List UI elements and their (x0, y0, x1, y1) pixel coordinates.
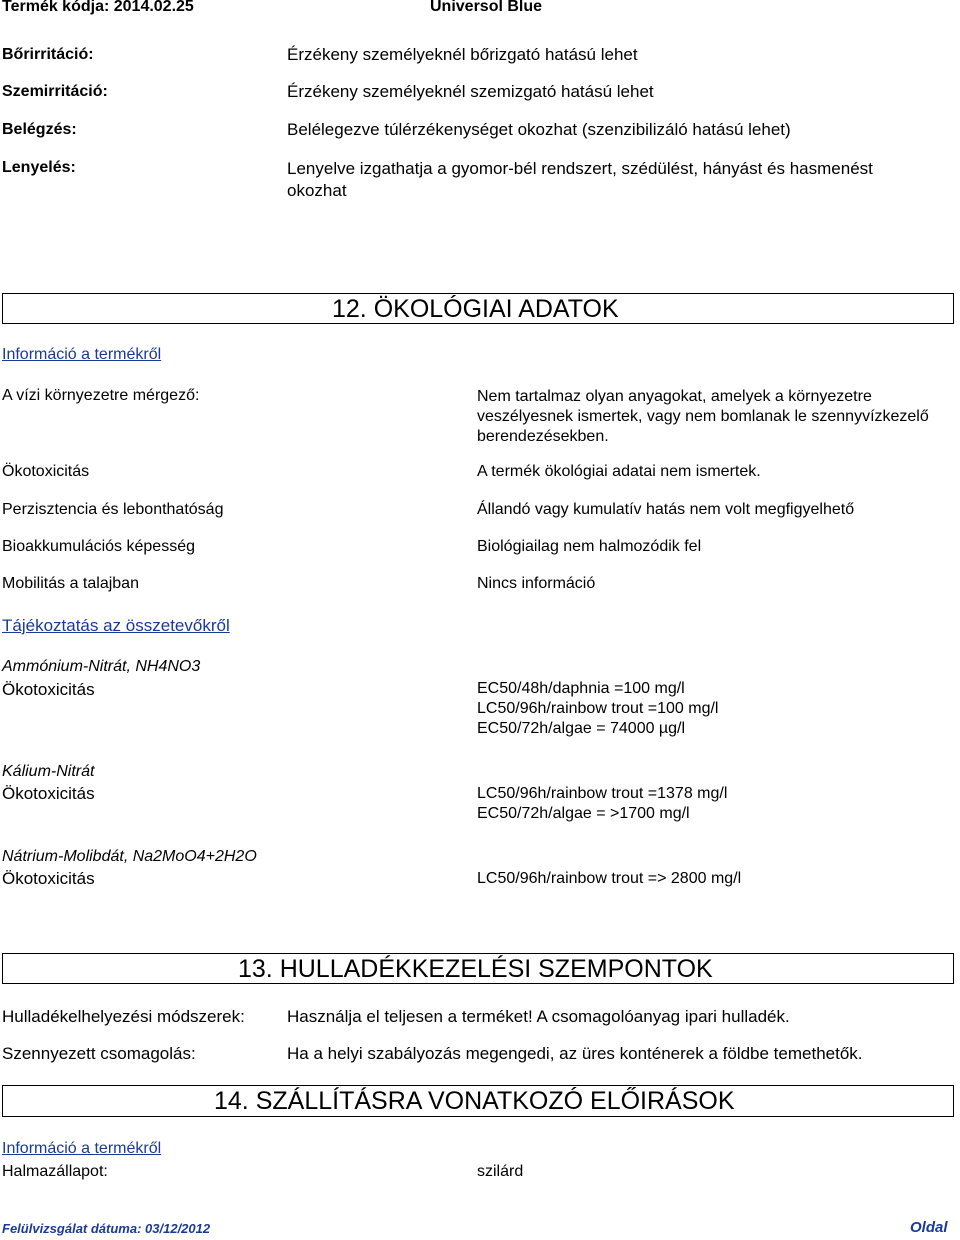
component-value: LC50/96h/rainbow trout =100 mg/l (477, 700, 719, 717)
product-code: Termék kódja: 2014.02.25 (2, 0, 194, 15)
component-name: Kálium-Nitrát (2, 763, 95, 780)
component-value: EC50/72h/algae = >1700 mg/l (477, 805, 690, 822)
section-12-title: 12. ÖKOLÓGIAI ADATOK (332, 295, 619, 323)
exposure-value-skin: Érzékeny személyeknél bőrizgató hatású lehet (287, 45, 638, 64)
state-label: Halmazállapot: (2, 1163, 108, 1180)
eco-label-persistence: Perzisztencia és lebonthatóság (2, 501, 224, 518)
waste-value-methods: Használja el teljesen a terméket! A csomagolóanyag ipari hulladék. (287, 1007, 790, 1026)
waste-label-methods: Hulladékelhelyezési módszerek: (2, 1007, 245, 1026)
section-13-title: 13. HULLADÉKKEZELÉSI SZEMPONTOK (238, 955, 713, 983)
component-name: Ammónium-Nitrát, NH4NO3 (2, 658, 201, 675)
waste-value-packaging: Ha a helyi szabályozás megengedi, az üres konténerek a földbe temethetők. (287, 1044, 863, 1063)
revision-date: Felülvizsgálat dátuma: 03/12/2012 (2, 1221, 211, 1236)
transport-product-info-heading: Információ a termékről (2, 1140, 162, 1157)
section-14-title: 14. SZÁLLÍTÁSRA VONATKOZÓ ELŐIRÁSOK (214, 1087, 735, 1115)
component-value: LC50/96h/rainbow trout =1378 mg/l (477, 785, 728, 802)
eco-value-bioaccumulation: Biológiailag nem halmozódik fel (477, 538, 702, 555)
exposure-label-skin: Bőrirritáció: (2, 46, 94, 63)
component-value: LC50/96h/rainbow trout => 2800 mg/l (477, 870, 742, 887)
eco-label-bioaccumulation: Bioakkumulációs képesség (2, 538, 195, 555)
exposure-label-ingestion: Lenyelés: (2, 159, 76, 176)
page-label: Oldal (910, 1219, 948, 1236)
eco-value-ecotoxicity: A termék ökológiai adatai nem ismertek. (477, 463, 761, 480)
exposure-label-inhalation: Belégzés: (2, 121, 77, 138)
product-name: Universol Blue (430, 0, 543, 15)
waste-label-packaging: Szennyezett csomagolás: (2, 1044, 196, 1063)
eco-label-ecotoxicity: Ökotoxicitás (2, 463, 90, 480)
eco-label-aquatic: A vízi környezetre mérgező: (2, 387, 200, 404)
component-name: Nátrium-Molibdát, Na2MoO4+2H2O (2, 848, 257, 865)
component-value: EC50/72h/algae = 74000 µg/l (477, 720, 686, 737)
eco-label-mobility: Mobilitás a talajban (2, 575, 139, 592)
exposure-label-eye: Szemirritáció: (2, 83, 108, 100)
state-value: szilárd (477, 1163, 524, 1180)
exposure-value-inhalation: Belélegezve túlérzékenységet okozhat (szenzibilizáló hatású lehet) (287, 120, 791, 139)
component-value: EC50/48h/daphnia =100 mg/l (477, 680, 685, 697)
exposure-value-eye: Érzékeny személyeknél szemizgató hatású lehet (287, 82, 654, 101)
product-info-heading: Információ a termékről (2, 346, 162, 363)
component-label: Ökotoxicitás (2, 869, 95, 888)
eco-value-persistence: Állandó vagy kumulatív hatás nem volt megfigyelhető (477, 501, 855, 518)
eco-value-mobility: Nincs információ (477, 575, 596, 592)
exposure-value-ingestion: Lenyelve izgathatja a gyomor-bél rendszert, szédülést, hányást és hasmenést okozhat (287, 159, 873, 200)
component-label: Ökotoxicitás (2, 784, 95, 803)
eco-value-aquatic: Nem tartalmaz olyan anyagokat, amelyek a környezetre veszélyesnek ismertek, vagy nem bomlanak le szennyvízkezelő berendezésekben. (477, 388, 929, 445)
component-label: Ökotoxicitás (2, 680, 95, 699)
components-heading: Tájékoztatás az összetevőkről (2, 616, 230, 635)
